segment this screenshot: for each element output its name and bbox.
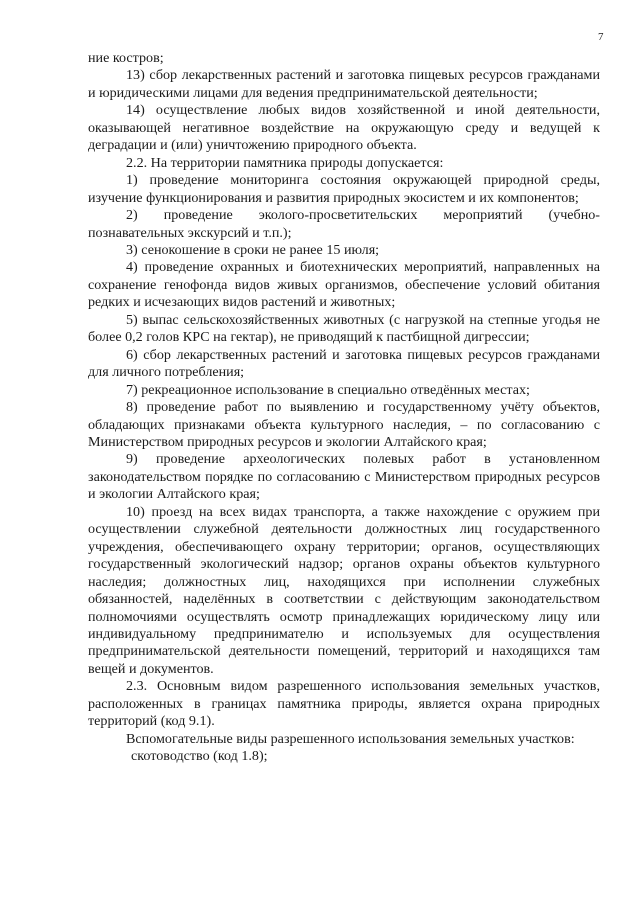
permitted-item-10: 10) проезд на всех видах транспорта, а также нахождение с оружием при осуществлении служебной деятельности должностных лиц государственного учреждения, обеспечивающего охрану территории; органов, осуществляющих государственный экологический надзор; органов охраны объектов культурного наследия; должностных лиц, находящихся при исполнении служебных обязанностей, наделённых в соответствии с действующим законодательством полномочиями осуществлять осмотр принадлежащих юридическому лицу или индивидуальному предпринимателю и используемых для осуществления предпринимательской деятельности помещений, территорий и находящихся там вещей и документов.	[88, 503, 600, 677]
section-2-3: 2.3. Основным видом разрешенного использования земельных участков, расположенных в границах памятника природы, является охрана природных территорий (код 9.1).	[88, 678, 600, 730]
list-item-13: 13) сбор лекарственных растений и заготовка пищевых ресурсов гражданами и юридическими лицами для ведения предпринимательской деятельности;	[88, 67, 600, 101]
auxiliary-uses-heading: Вспомогательные виды разрешенного использования земельных участков:	[126, 730, 575, 747]
permitted-item-3: 3) сенокошение в сроки не ранее 15 июля;	[126, 241, 380, 258]
section-2-2-heading: 2.2. На территории памятника природы допускается:	[126, 154, 444, 171]
list-item-14: 14) осуществление любых видов хозяйственной и иной деятельности, оказывающей негативное воздействие на окружающую среду и ведущей к деградации и (или) уничтожению природного объекта.	[88, 102, 600, 154]
permitted-item-7: 7) рекреационное использование в специально отведённых местах;	[126, 381, 530, 398]
page-number: 7	[598, 31, 604, 43]
permitted-item-8: 8) проведение работ по выявлению и государственному учёту объектов, обладающих признаками объекта культурного наследия, – по согласованию с Министерством природных ресурсов и экологии Алтайского края;	[88, 399, 600, 450]
permitted-item-2: 2) проведение эколого-просветительских мероприятий (учебно-познавательных экскурсий и т.п.);	[88, 207, 600, 241]
permitted-item-9: 9) проведение археологических полевых работ в установленном законодательством порядке по согласованию с Министерством природных ресурсов и экологии Алтайского края;	[88, 451, 600, 503]
permitted-item-6: 6) сбор лекарственных растений и заготовка пищевых ресурсов гражданами для личного потребления;	[88, 346, 600, 381]
permitted-item-4: 4) проведение охранных и биотехнических мероприятий, направленных на сохранение генофонда видов живых организмов, обеспечение условий обитания редких и исчезающих видов растений и животных;	[88, 259, 600, 311]
permitted-item-5: 5) выпас сельскохозяйственных животных (с нагрузкой на степные угодья не более 0,2 голов КРС на гектар), не приводящий к пастбищной дигрессии;	[88, 311, 600, 346]
auxiliary-use-item: скотоводство (код 1.8);	[131, 748, 268, 765]
permitted-item-1: 1) проведение мониторинга состояния окружающей природной среды, изучение функционирования и развития природных экосистем и их компонентов;	[88, 172, 600, 206]
document-body	[88, 50, 600, 766]
paragraph-continuation: ние костров;	[88, 50, 164, 66]
